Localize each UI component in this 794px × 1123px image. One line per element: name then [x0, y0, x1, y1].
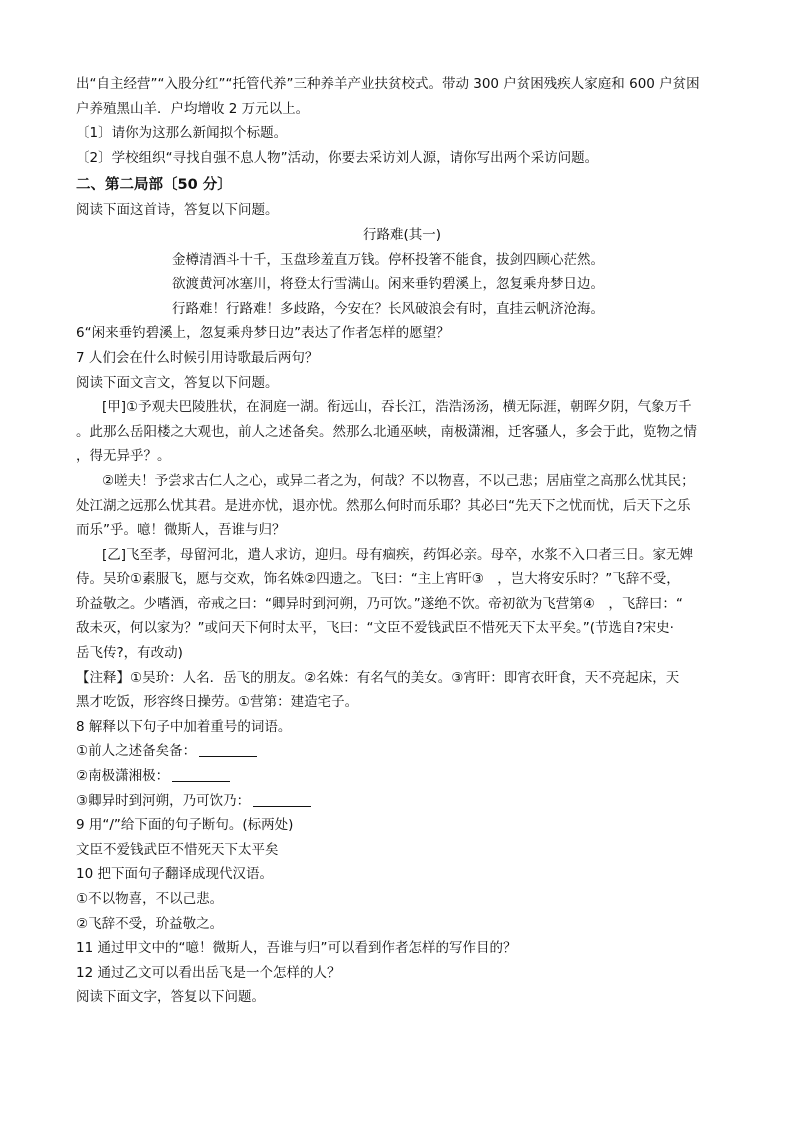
question-8c: [76, 789, 728, 814]
question-10: 10 把下面句子翻译成现代汉语。: [76, 866, 273, 883]
question-8c-text: ③卿异时到河朔，乃可饮乃：: [76, 792, 251, 809]
question-10b: ②飞辞不受，玠益敬之。: [76, 915, 224, 932]
question-9: 9 用“/”给下面的句子断句。(标两处): [76, 817, 294, 834]
question-8a: [76, 739, 728, 764]
question-8a-text: ①前人之述备矣备：: [76, 743, 197, 760]
answer-blank[interactable]: [253, 792, 311, 807]
question-7: 7 人们会在什么时候引用诗歌最后两句？: [76, 349, 319, 366]
passage-a-line: ②嗟夫！予尝求古仁人之心，或异二者之为，何哉？不以物喜，不以己悲；居庙堂之高那么忧其民；: [102, 472, 695, 489]
passage-a-line: [甲]①予观夫巴陵胜状，在洞庭一湖。衔远山，吞长江，浩浩汤汤，横无际涯，朝晖夕阴，气象万千: [102, 399, 692, 416]
poem-line: 金樽清酒斗十千，玉盘珍羞直万钱。停杯投箸不能食，拔剑四顾心茫然。: [172, 251, 604, 268]
poem-line: 欲渡黄河冰塞川，将登太行雪满山。闲来垂钓碧溪上，忽复乘舟梦日边。: [172, 276, 604, 293]
document-page: [76, 72, 728, 1010]
paragraph-line: 户养殖黑山羊．户均增收 2 万元以上。: [76, 100, 310, 117]
question-9-sentence: 文臣不爱钱武臣不惜死天下太平矣: [76, 841, 279, 858]
passage-a-line: ，得无异乎？。: [76, 448, 171, 465]
question-8b: [76, 764, 728, 789]
passage-a-line: 。此那么岳阳楼之大观也，前人之述备矣。然那么北通巫峡，南极潇湘，迁客骚人，多会于此，览物之情: [76, 423, 697, 440]
question-10a: ①不以物喜，不以己悲。: [76, 891, 224, 907]
question-8b-text: ②南极潇湘极：: [76, 768, 170, 785]
question-8: 8 解释以下句子中加着重号的词语。: [76, 718, 292, 735]
answer-blank[interactable]: [172, 767, 230, 782]
question-12: 12 通过乙文可以看出岳飞是一个怎样的人？: [76, 964, 341, 981]
passage-b-line: 玠益敬之。少嗜酒，帝戒之曰：“卿异时到河朔，乃可饮。”遂绝不饮。帝初欲为飞营第④ ，飞辞曰：“: [76, 595, 683, 612]
passage-b-line: 敌未灭，何以家为？”或问天下何时太平，飞曰：“文臣不爱钱武臣不惜死天下太平矣。”(节选自?宋史·: [76, 620, 674, 637]
answer-blank[interactable]: [199, 742, 257, 757]
instruction-line: 阅读下面文字，答复以下问题。: [76, 989, 265, 1006]
instruction-line: 阅读下面文言文，答复以下问题。: [76, 374, 279, 391]
question-line: 〔1〕请你为这那么新闻拟个标题。: [76, 125, 288, 142]
passage-b-line: 岳飞传?，有改动): [76, 645, 183, 662]
question-11: 11 通过甲文中的“噫！微斯人，吾谁与归”可以看到作者怎样的写作目的？: [76, 940, 517, 957]
poem-title: 行路难(其一): [362, 226, 442, 243]
poem-line: 行路难！行路难！多歧路，今安在？长风破浪会有时，直挂云帆济沧海。: [172, 300, 604, 317]
notes-line: 【注释】①吴玠：人名．岳飞的朋友。②名姝：有名气的美女。③宵旰：即宵衣旰食，天不亮起床，天: [76, 669, 680, 686]
passage-b-line: [乙]飞至孝，母留河北，遣人求访，迎归。母有痼疾，药饵必亲。母卒，水浆不入口者三日。家无婢: [102, 546, 694, 563]
notes-line: 黑才吃饭，形容终日操劳。①营第：建造宅子。: [76, 694, 359, 711]
question-line: 〔2〕学校组织“寻找自强不息人物”活动，你要去采访刘人源，请你写出两个采访问题。: [76, 149, 599, 166]
passage-a-line: 而乐”乎。噫！微斯人，吾谁与归？: [76, 522, 286, 539]
passage-a-line: 处江湖之远那么忧其君。是进亦忧，退亦忧。然那么何时而乐耶？其必曰“先天下之忧而忧，后天下之乐: [76, 497, 691, 514]
paragraph-line: 出“自主经营”“入股分红”“托管代养”三种养羊产业扶贫校式。带动 300 户贫困残疾人家庭和 600 户贫困: [76, 76, 700, 92]
section-heading: 二、第二局部〔50 分〕: [76, 177, 232, 194]
instruction-line: 阅读下面这首诗，答复以下问题。: [76, 202, 279, 219]
passage-b-line: 侍。吴玠①素服飞，愿与交欢，饰名姝②四遗之。飞曰：“主上宵旰③ ，岂大将安乐时？”飞辞不受，: [76, 571, 680, 588]
question-6: 6“闲来垂钓碧溪上，忽复乘舟梦日边”表达了作者怎样的愿望？: [76, 325, 450, 342]
